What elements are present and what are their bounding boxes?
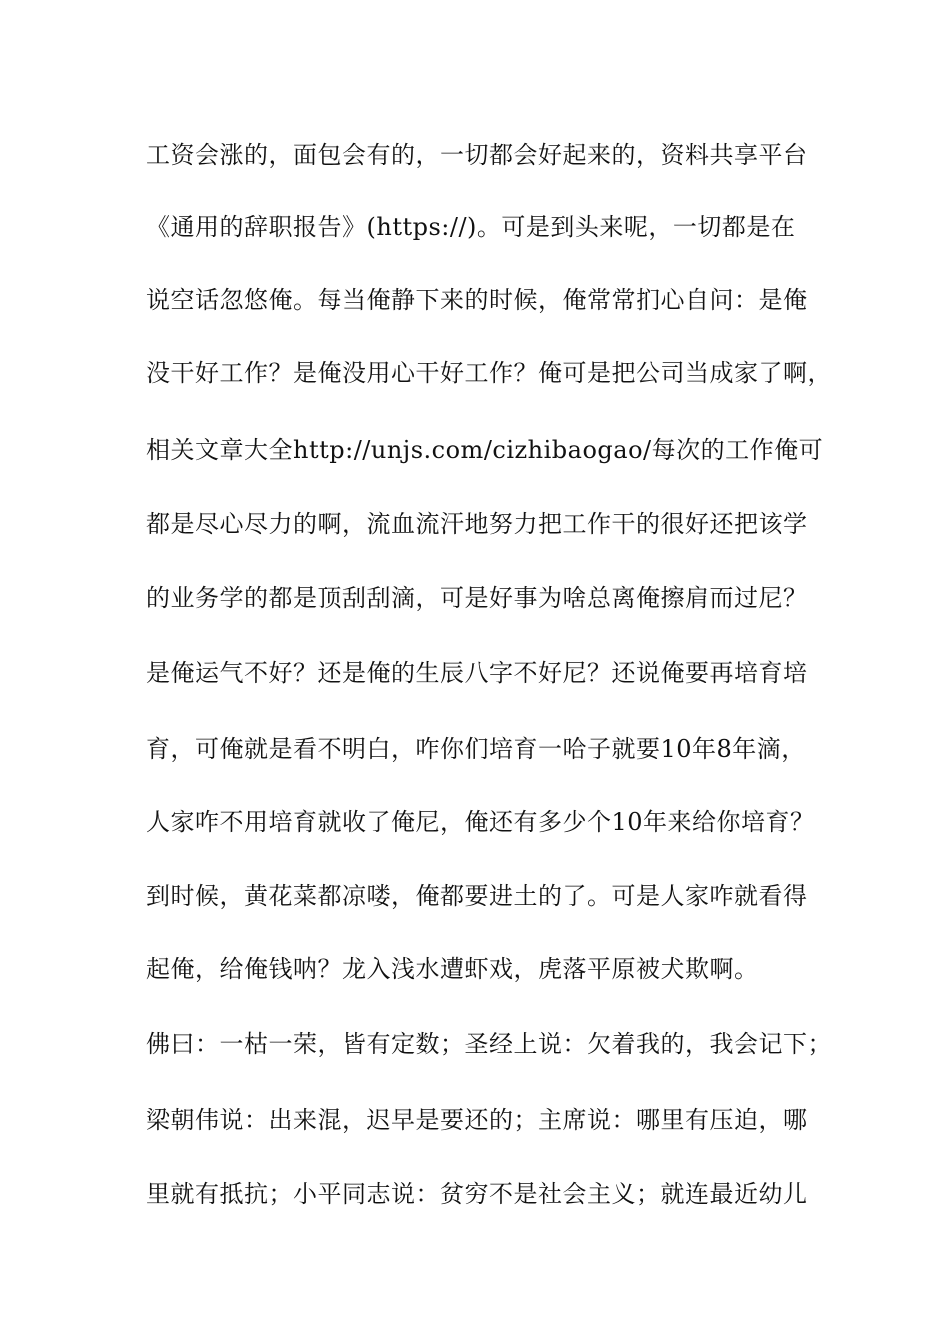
text-line: 起俺，给俺钱呐？龙入浅水遭虾戏，虎落平原被犬欺啊。 xyxy=(146,955,759,983)
text-line: 相关文章大全http://unjs.com/cizhibaogao/每次的工作俺可 xyxy=(146,436,824,464)
text-line: 没干好工作？是俺没用心干好工作？俺可是把公司当成家了啊， xyxy=(146,359,832,387)
text-line: 到时候，黄花菜都凉喽，俺都要进土的了。可是人家咋就看得 xyxy=(146,882,808,910)
text-line: 是俺运气不好？还是俺的生辰八字不好尼？还说俺要再培育培 xyxy=(146,659,808,687)
text-line: 育，可俺就是看不明白，咋你们培育一哈子就要10年8年滴， xyxy=(146,735,806,763)
text-line: 说空话忽悠俺。每当俺静下来的时候，俺常常扪心自问：是俺 xyxy=(146,286,808,314)
text-line: 里就有抵抗；小平同志说：贫穷不是社会主义；就连最近幼儿 xyxy=(146,1180,808,1208)
text-line: 梁朝伟说：出来混，迟早是要还的；主席说：哪里有压迫，哪 xyxy=(146,1106,808,1134)
text-line: 工资会涨的，面包会有的，一切都会好起来的，资料共享平台 xyxy=(146,141,808,169)
text-line: 的业务学的都是顶刮刮滴，可是好事为啥总离俺擦肩而过尼？ xyxy=(146,584,808,612)
text-line: 都是尽心尽力的啊，流血流汗地努力把工作干的很好还把该学 xyxy=(146,510,808,538)
text-line: 佛曰：一枯一荣，皆有定数；圣经上说：欠着我的，我会记下； xyxy=(146,1030,832,1058)
text-line: 《通用的辞职报告》(https://)。可是到头来呢，一切都是在 xyxy=(146,213,796,241)
text-line: 人家咋不用培育就收了俺尼，俺还有多少个10年来给你培育？ xyxy=(146,808,815,836)
